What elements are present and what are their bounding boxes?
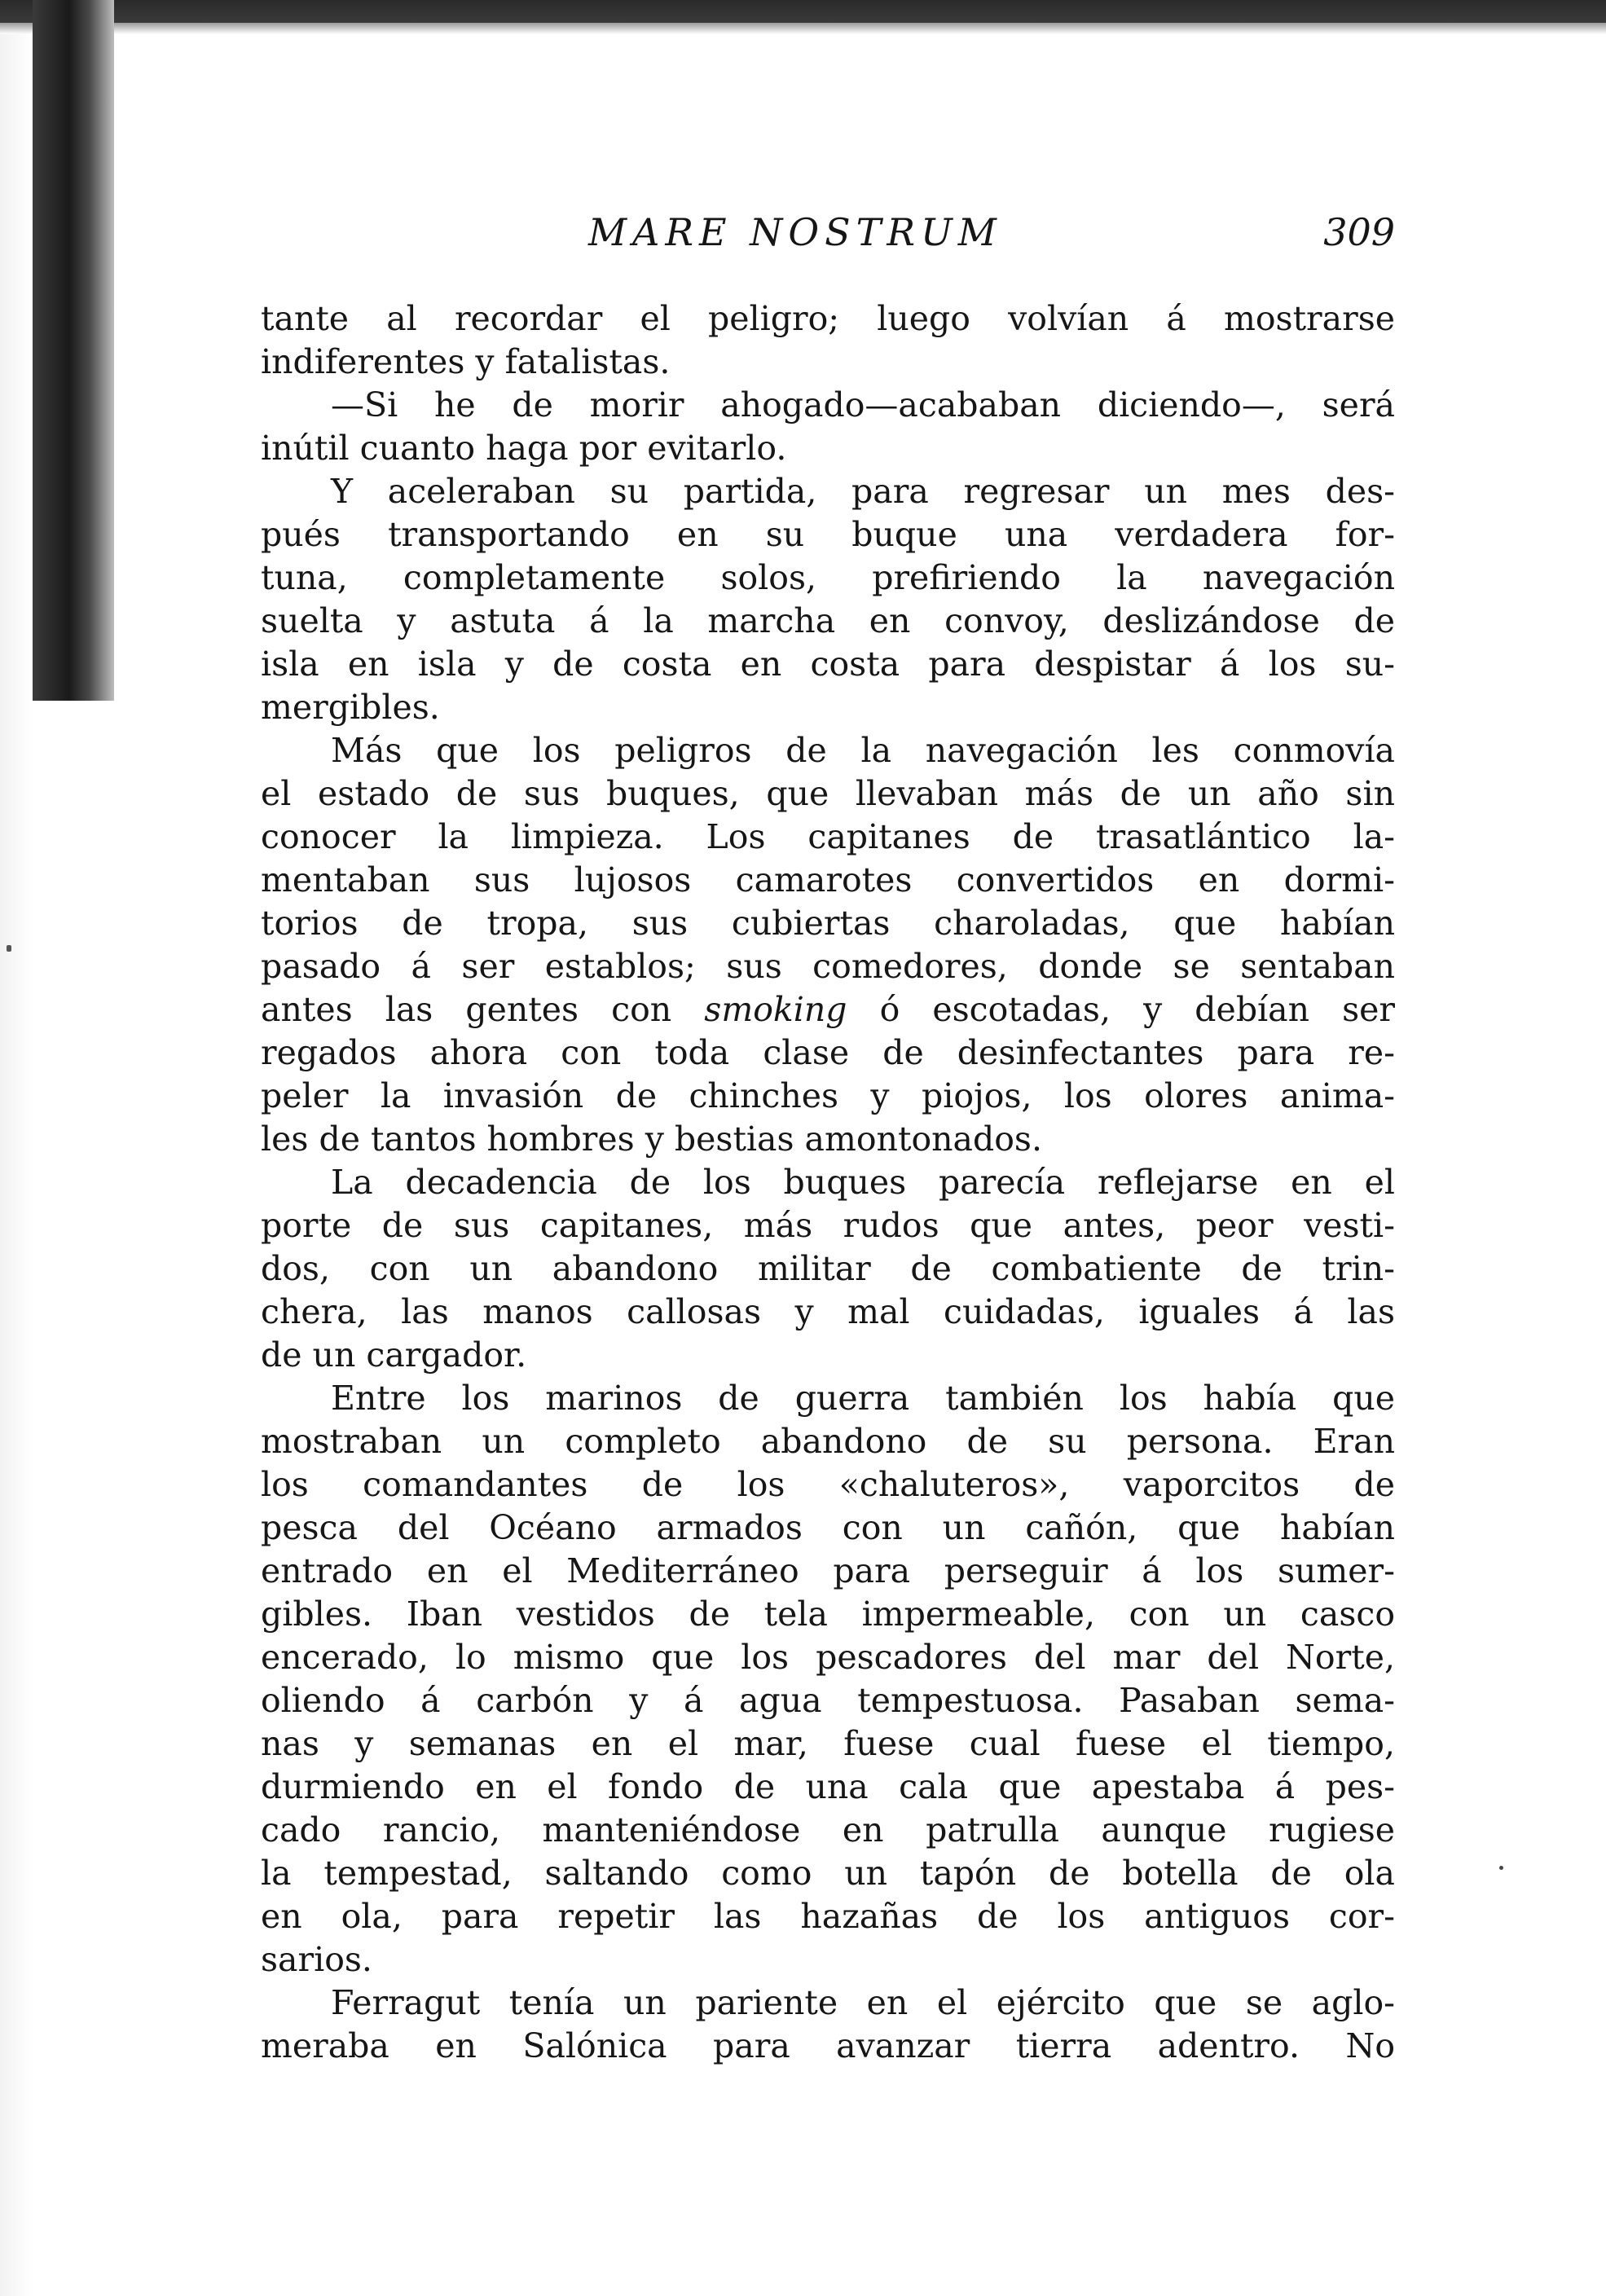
body-text (261, 297, 1395, 2068)
text-segment: ó escotadas, y debían ser (847, 990, 1396, 1029)
text-line: la tempestad, saltando como un tapón de botella de ola (261, 1854, 1395, 1893)
text-line: mergibles. (261, 688, 440, 727)
text-line: inútil cuanto haga por evitarlo. (261, 429, 787, 468)
page-header (261, 208, 1395, 257)
text-line: isla en isla y de costa en costa para despistar á los su- (261, 644, 1395, 684)
scan-top-edge (0, 0, 1606, 23)
text-line: los comandantes de los «chaluteros», vaporcitos de (261, 1465, 1395, 1504)
text-line: de un cargador. (261, 1335, 527, 1375)
text-line: en ola, para repetir las hazañas de los antiguos cor- (261, 1897, 1395, 1936)
text-line: Entre los marinos de guerra también los había que (331, 1379, 1395, 1418)
text-segment: antes las gentes con (261, 990, 705, 1029)
text-line: indiferentes y fatalistas. (261, 342, 671, 381)
text-line: porte de sus capitanes, más rudos que antes, peor vesti- (261, 1206, 1395, 1245)
text-line: mentaban sus lujosos camarotes convertidos en dormi- (261, 860, 1395, 899)
text-line: meraba en Salónica para avanzar tierra adentro. No (261, 2026, 1395, 2065)
text-line: suelta y astuta á la marcha en convoy, deslizándose de (261, 601, 1395, 640)
text-line: pués transportando en su buque una verdadera for- (261, 515, 1395, 554)
book-spine-shadow (33, 0, 114, 701)
text-line: gibles. Iban vestidos de tela impermeable, con un casco (261, 1594, 1395, 1634)
text-line: pasado á ser establos; sus comedores, donde se sentaban (261, 947, 1395, 986)
margin-mark (7, 945, 11, 952)
text-line (261, 988, 1395, 1031)
text-line: La decadencia de los buques parecía reflejarse en el (331, 1163, 1395, 1202)
text-line: tuna, completamente solos, prefiriendo la navegación (261, 558, 1395, 597)
text-line: les de tantos hombres y bestias amontonados. (261, 1119, 1042, 1159)
margin-mark (1499, 1866, 1503, 1870)
text-line: oliendo á carbón y á agua tempestuosa. Pasaban sema- (261, 1681, 1395, 1720)
text-line: peler la invasión de chinches y piojos, los olores anima- (261, 1076, 1395, 1115)
text-line: mostraban un completo abandono de su persona. Eran (261, 1422, 1395, 1461)
text-line: Más que los peligros de la navegación les conmovía (331, 731, 1395, 770)
italic-term: smoking (704, 990, 847, 1029)
text-line: Y aceleraban su partida, para regresar un mes des- (331, 472, 1395, 511)
text-line: regados ahora con toda clase de desinfectantes para re- (261, 1033, 1395, 1072)
text-line: dos, con un abandono militar de combatiente de trin- (261, 1249, 1395, 1288)
scan-top-shadow (0, 23, 1606, 34)
text-line: —Si he de morir ahogado—acababan diciendo—, será (331, 385, 1395, 424)
text-line: pesca del Océano armados con un cañón, que habían (261, 1508, 1395, 1547)
text-line: durmiendo en el fondo de una cala que apestaba á pes- (261, 1767, 1395, 1806)
text-line: entrado en el Mediterráneo para perseguir á los sumer- (261, 1551, 1395, 1590)
text-line: chera, las manos callosas y mal cuidadas, iguales á las (261, 1292, 1395, 1331)
running-title: MARE NOSTRUM (588, 210, 1002, 254)
scan-margin (0, 0, 33, 2296)
text-line: torios de tropa, sus cubiertas charoladas, que habían (261, 904, 1395, 943)
text-line: sarios. (261, 1940, 372, 1979)
text-line: cado rancio, manteniéndose en patrulla aunque rugiese (261, 1810, 1395, 1850)
text-line: nas y semanas en el mar, fuese cual fuese el tiempo, (261, 1724, 1395, 1763)
text-line: conocer la limpieza. Los capitanes de trasatlántico la- (261, 817, 1395, 856)
text-line: tante al recordar el peligro; luego volvían á mostrarse (261, 299, 1395, 338)
text-line: encerado, lo mismo que los pescadores del mar del Norte, (261, 1638, 1395, 1677)
page-number: 309 (1323, 210, 1395, 254)
text-line: el estado de sus buques, que llevaban más de un año sin (261, 774, 1395, 813)
text-line: Ferragut tenía un pariente en el ejército que se aglo- (331, 1983, 1395, 2022)
